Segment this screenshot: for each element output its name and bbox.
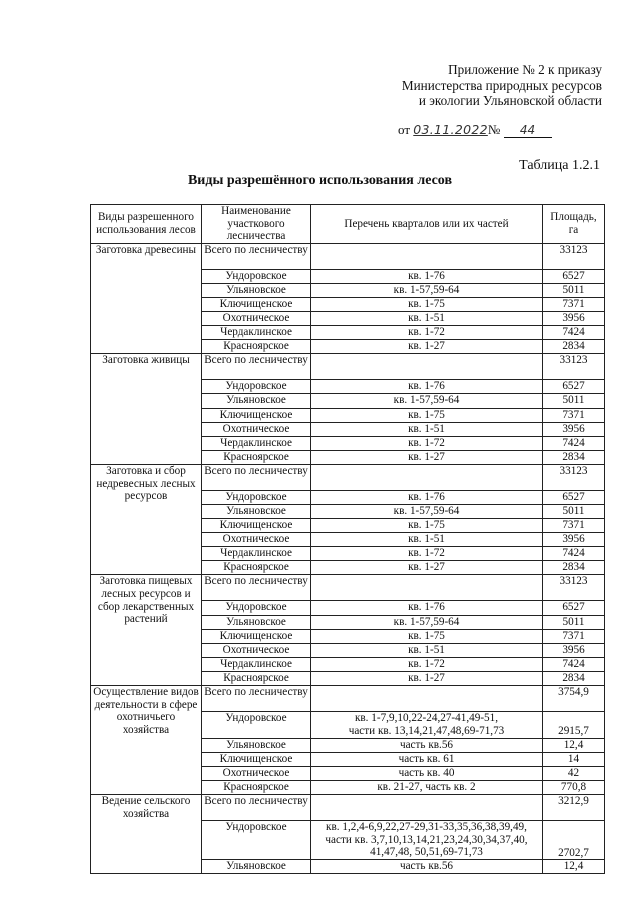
forestry-cell: Ундоровское (202, 712, 311, 739)
quarters-cell: часть кв.56 (311, 738, 543, 752)
area-cell: 12,4 (543, 738, 605, 752)
quarters-cell: кв. 1-75 (311, 629, 543, 643)
table-label: Таблица 1.2.1 (519, 158, 600, 173)
forestry-cell: Ключищенское (202, 629, 311, 643)
quarters-cell (311, 686, 543, 712)
area-cell: 7424 (543, 547, 605, 561)
quarters-cell: кв. 1-27 (311, 561, 543, 575)
area-cell: 7371 (543, 629, 605, 643)
forestry-cell: Ключищенское (202, 408, 311, 422)
use-type-cell: Осуществление видов деятельности в сфере охотничьего хозяйства (91, 686, 202, 795)
column-header: Виды разрешенного использования лесов (91, 205, 202, 244)
quarters-cell: кв. 1-72 (311, 547, 543, 561)
quarters-cell: кв. 1-76 (311, 490, 543, 504)
area-cell: 42 (543, 766, 605, 780)
area-cell: 2834 (543, 340, 605, 354)
forestry-cell: Ундоровское (202, 601, 311, 615)
forestry-cell: Охотничеcкое (202, 422, 311, 436)
quarters-cell: кв. 1-27 (311, 671, 543, 685)
area-cell: 5011 (543, 283, 605, 297)
forestry-cell: Ульяновское (202, 394, 311, 408)
forestry-cell: Ульяновское (202, 283, 311, 297)
area-cell: 2834 (543, 450, 605, 464)
area-cell: 770,8 (543, 781, 605, 795)
forestry-cell: Красноярское (202, 561, 311, 575)
area-cell: 3956 (543, 422, 605, 436)
forest-use-table (90, 204, 605, 874)
region-line: и экологии Ульяновской области (418, 93, 602, 108)
forestry-cell: Ульяновское (202, 505, 311, 519)
forestry-cell: Ульяновское (202, 615, 311, 629)
quarters-cell: кв. 1-75 (311, 408, 543, 422)
area-cell: 7371 (543, 408, 605, 422)
area-cell: 12,4 (543, 860, 605, 874)
forestry-cell: Чердаклинское (202, 547, 311, 561)
quarters-cell: кв. 1-57,59-64 (311, 394, 543, 408)
area-cell: 5011 (543, 394, 605, 408)
table-row (91, 354, 605, 380)
area-cell: 3754,9 (543, 686, 605, 712)
area-cell: 7424 (543, 657, 605, 671)
forestry-cell: Красноярское (202, 671, 311, 685)
forestry-cell: Ундоровское (202, 269, 311, 283)
area-cell: 5011 (543, 505, 605, 519)
area-cell: 2915,7 (543, 712, 605, 739)
quarters-cell: кв. 1-51 (311, 422, 543, 436)
forestry-cell: Всего по лесничеству (202, 686, 311, 712)
quarters-cell (311, 575, 543, 601)
quarters-cell: кв. 1-57,59-64 (311, 505, 543, 519)
use-type-cell: Заготовка древесины (91, 243, 202, 354)
quarters-cell: кв. 1-51 (311, 643, 543, 657)
quarters-cell (311, 464, 543, 490)
forestry-cell: Ульяновское (202, 860, 311, 874)
column-header: Площадь, га (543, 205, 605, 244)
table-row (91, 795, 605, 821)
area-cell: 7424 (543, 326, 605, 340)
quarters-cell: кв. 1-7,9,10,22-24,27-41,49-51, части кв. 13,14,21,47,48,69-71,73 (311, 712, 543, 739)
area-cell: 5011 (543, 615, 605, 629)
use-type-cell: Ведение сельского хозяйства (91, 795, 202, 874)
forestry-cell: Охотничеcкое (202, 533, 311, 547)
document-header (402, 62, 602, 109)
forestry-cell: Всего по лесничеству (202, 354, 311, 380)
ministry-line: Министерства природных ресурсов (401, 77, 602, 93)
order-number: 44 (504, 123, 552, 138)
forestry-cell: Ундоровское (202, 821, 311, 860)
area-cell: 14 (543, 752, 605, 766)
forestry-cell: Чердаклинское (202, 657, 311, 671)
quarters-cell: кв. 1-27 (311, 450, 543, 464)
quarters-cell: кв. 1-72 (311, 657, 543, 671)
forestry-cell: Охотничеcкое (202, 643, 311, 657)
area-cell: 6527 (543, 269, 605, 283)
forestry-cell: Ундоровское (202, 490, 311, 504)
table-header-row (91, 205, 605, 244)
quarters-cell: кв. 1-76 (311, 601, 543, 615)
area-cell: 6527 (543, 380, 605, 394)
table-row (91, 575, 605, 601)
order-prefix: от (398, 122, 411, 137)
forestry-cell: Всего по лесничеству (202, 243, 311, 269)
forestry-cell: Всего по лесничеству (202, 795, 311, 821)
quarters-cell: кв. 1-51 (311, 533, 543, 547)
area-cell: 33123 (543, 354, 605, 380)
quarters-cell (311, 354, 543, 380)
forestry-cell: Красноярское (202, 450, 311, 464)
forestry-cell: Охотничеcкое (202, 766, 311, 780)
forestry-cell: Ключищенское (202, 519, 311, 533)
quarters-cell: кв. 1-75 (311, 297, 543, 311)
area-cell: 3956 (543, 643, 605, 657)
area-cell: 3956 (543, 533, 605, 547)
area-cell: 2834 (543, 671, 605, 685)
forestry-cell: Ульяновское (202, 738, 311, 752)
quarters-cell: кв. 1-57,59-64 (311, 615, 543, 629)
area-cell: 33123 (543, 464, 605, 490)
use-type-cell: Заготовка и сбор недревесных лесных ресурсов (91, 464, 202, 575)
area-cell: 7424 (543, 436, 605, 450)
quarters-cell: кв. 1-76 (311, 380, 543, 394)
area-cell: 6527 (543, 490, 605, 504)
quarters-cell (311, 795, 543, 821)
quarters-cell: кв. 1-51 (311, 312, 543, 326)
area-cell: 3956 (543, 312, 605, 326)
area-cell: 7371 (543, 297, 605, 311)
quarters-cell (311, 243, 543, 269)
quarters-cell: кв. 1,2,4-6,9,22,27-29,31-33,35,36,38,39,49, части кв. 3,7,10,13,14,21,23,24,30,34,37,40, 41,47,48, 50,51,69-71,73 (311, 821, 543, 860)
quarters-cell: часть кв.56 (311, 860, 543, 874)
forestry-cell: Ундоровское (202, 380, 311, 394)
quarters-cell: кв. 1-57,59-64 (311, 283, 543, 297)
area-cell: 3212,9 (543, 795, 605, 821)
forestry-cell: Охотничеcкое (202, 312, 311, 326)
page-title: Виды разрешённого использования лесов (187, 173, 453, 188)
order-date: 03.11.2022 (413, 122, 488, 137)
use-type-cell: Заготовка живицы (91, 354, 202, 465)
column-header: Наименование участкового лесничества (202, 205, 311, 244)
order-number-label: № (487, 122, 501, 137)
area-cell: 33123 (543, 243, 605, 269)
forestry-cell: Всего по лесничеству (202, 575, 311, 601)
area-cell: 6527 (543, 601, 605, 615)
forestry-cell: Чердаклинское (202, 436, 311, 450)
quarters-cell: кв. 1-75 (311, 519, 543, 533)
quarters-cell: кв. 1-72 (311, 326, 543, 340)
table-row (91, 243, 605, 269)
forestry-cell: Ключищенское (202, 752, 311, 766)
column-header: Перечень кварталов или их частей (311, 205, 543, 244)
area-cell: 2834 (543, 561, 605, 575)
order-reference (398, 122, 552, 138)
quarters-cell: кв. 1-27 (311, 340, 543, 354)
forestry-cell: Красноярское (202, 781, 311, 795)
table-body (91, 243, 605, 874)
area-cell: 7371 (543, 519, 605, 533)
quarters-cell: кв. 1-72 (311, 436, 543, 450)
forestry-cell: Всего по лесничеству (202, 464, 311, 490)
area-cell: 2702,7 (543, 821, 605, 860)
forestry-cell: Ключищенское (202, 297, 311, 311)
quarters-cell: часть кв. 61 (311, 752, 543, 766)
quarters-cell: кв. 1-76 (311, 269, 543, 283)
forestry-cell: Чердаклинское (202, 326, 311, 340)
quarters-cell: кв. 21-27, часть кв. 2 (311, 781, 543, 795)
table-row (91, 464, 605, 490)
table-row (91, 686, 605, 712)
forestry-cell: Красноярское (202, 340, 311, 354)
area-cell: 33123 (543, 575, 605, 601)
quarters-cell: часть кв. 40 (311, 766, 543, 780)
use-type-cell: Заготовка пищевых лесных ресурсов и сбор лекарственных растений (91, 575, 202, 686)
appendix-line: Приложение № 2 к приказу (448, 62, 602, 77)
